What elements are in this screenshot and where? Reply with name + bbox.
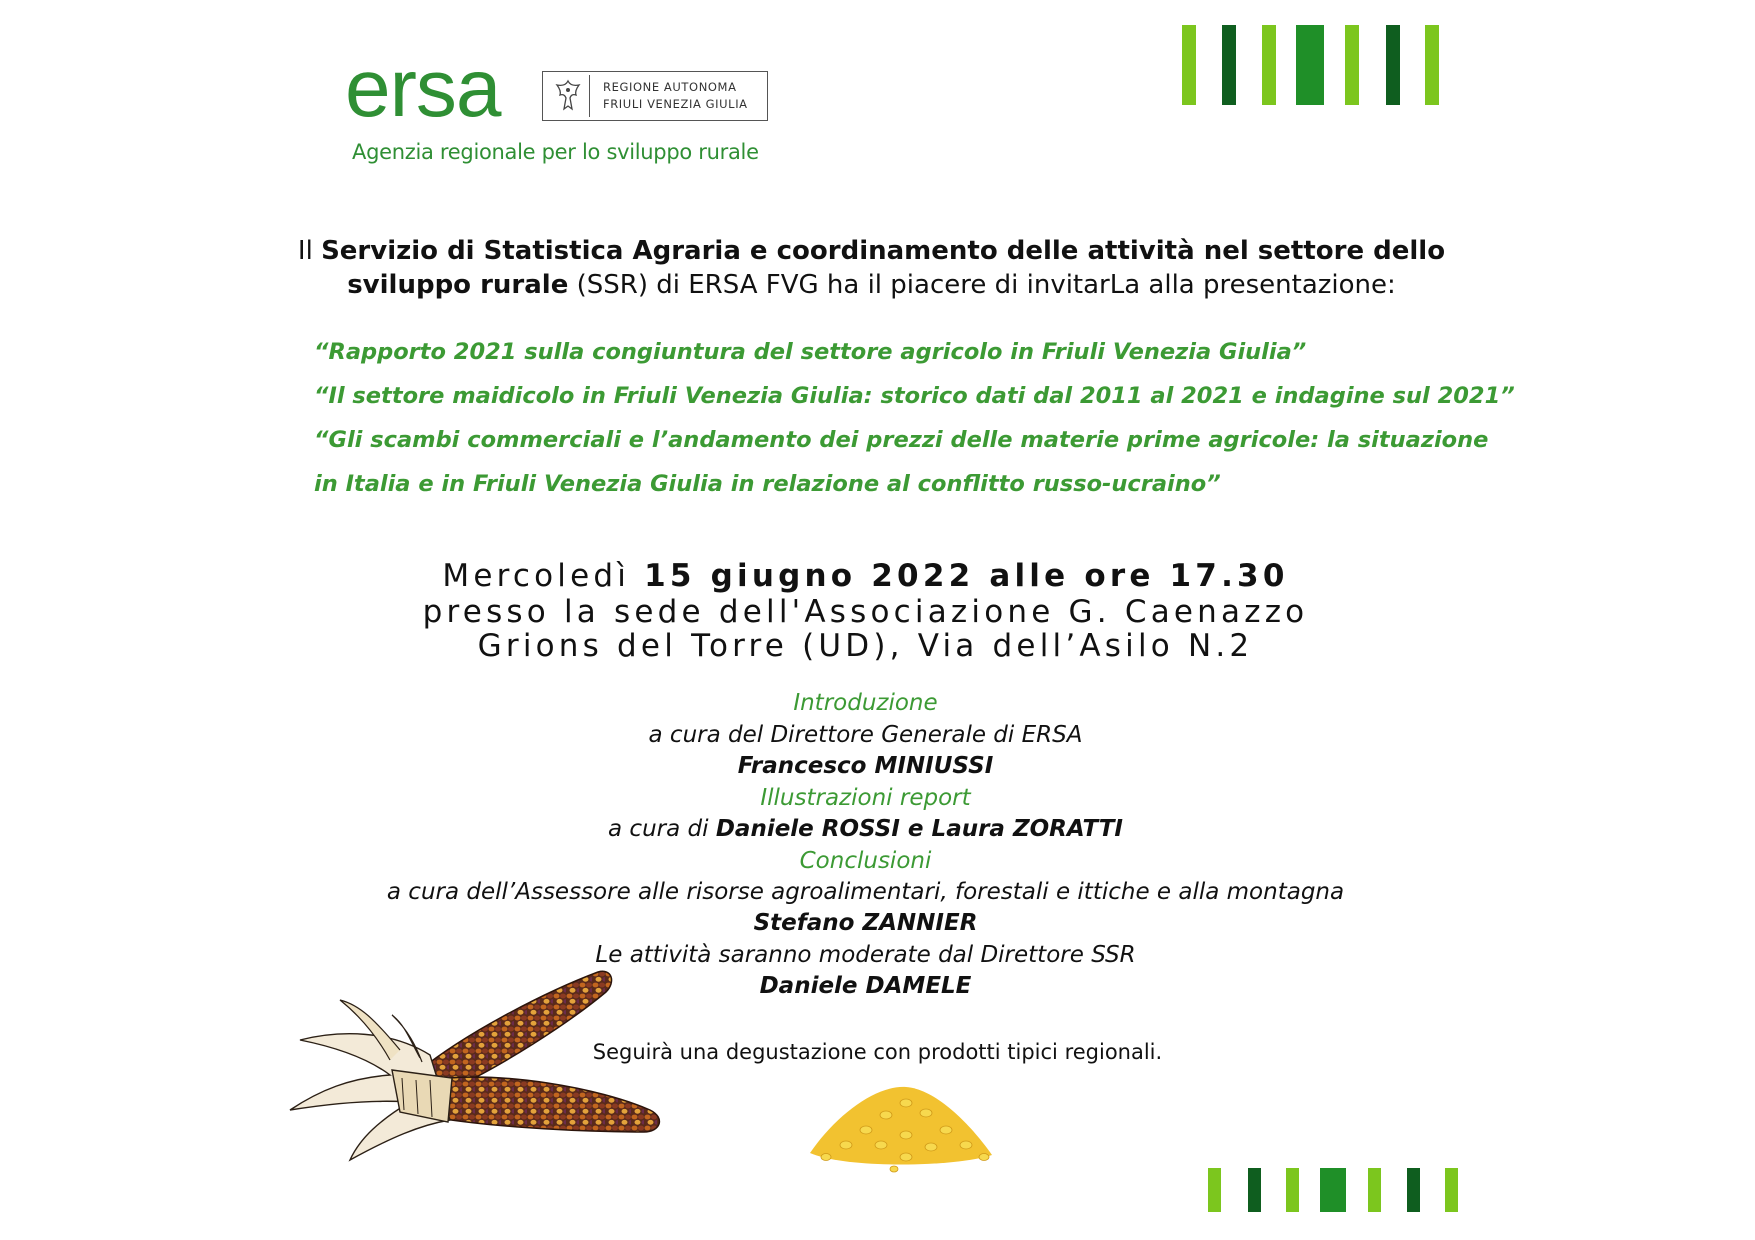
corn-cobs-illustration	[280, 960, 670, 1174]
event-date-line	[0, 558, 1743, 594]
program-speaker-names: Daniele ROSSI e Laura ZORATTI	[715, 816, 1123, 842]
program-conclusioni-heading: Conclusioni	[799, 848, 932, 874]
program-illustrazioni-heading: Illustrazioni report	[760, 785, 971, 811]
intro-prefix: Il	[297, 236, 322, 266]
presentation-title-3-line-2: in Italia e in Friuli Venezia Giulia in relazione al conflitto russo-ucraino”	[314, 471, 1221, 497]
service-name-part-2: sviluppo rurale	[347, 270, 569, 300]
program-moderazione-text: Le attività saranno moderate dal Direttore SSR	[595, 942, 1136, 968]
event-date-time: 15 giugno 2022 alle ore 17.30	[644, 558, 1289, 594]
eagle-emblem-icon	[547, 75, 590, 117]
ersa-logo-wordmark: ersa	[345, 43, 501, 134]
service-name-part-1: Servizio di Statistica Agraria e coordinamento delle attività nel settore dello	[321, 236, 1446, 266]
intro-line-2	[0, 270, 1749, 300]
event-venue-line-2: Grions del Torre (UD), Via dell’Asilo N.2	[477, 628, 1254, 664]
agency-subtitle: Agenzia regionale per lo sviluppo rurale	[352, 140, 759, 164]
program-direttore-name: Francesco MINIUSSI	[737, 753, 994, 779]
presentation-title-2: “Il settore maidicolo in Friuli Venezia Giulia: storico dati dal 2011 al 2021 e indagine sul 2021”	[314, 383, 1515, 409]
closing-note: Seguirà una degustazione con prodotti tipici regionali.	[592, 1040, 1163, 1064]
region-name-line-2: FRIULI VENEZIA GIULIA	[603, 97, 748, 111]
region-name-line-1: REGIONE AUTONOMA	[603, 80, 737, 94]
corn-grains-illustration	[806, 1075, 996, 1179]
program-introduzione-heading: Introduzione	[793, 690, 938, 716]
program-direttore-text: a cura del Direttore Generale di ERSA	[648, 722, 1083, 748]
presentation-title-3-line-1: “Gli scambi commerciali e l’andamento dei prezzi delle materie prime agricole: la situazione	[314, 427, 1489, 453]
program-cura-prefix: a cura di	[608, 816, 716, 842]
intro-invitation-text: (SSR) di ERSA FVG ha il piacere di invitarLa alla presentazione:	[568, 270, 1396, 300]
program-moderatore-name: Daniele DAMELE	[759, 973, 972, 999]
presentation-title-1: “Rapporto 2021 sulla congiuntura del settore agricolo in Friuli Venezia Giulia”	[314, 339, 1307, 365]
event-venue-line-1: presso la sede dell'Associazione G. Caenazzo	[422, 594, 1309, 630]
program-illustrazioni-speakers	[0, 816, 1743, 842]
program-assessore-text: a cura dell’Assessore alle risorse agroalimentari, forestali e ittiche e alla montagna	[386, 879, 1345, 905]
event-day: Mercoledì	[442, 558, 645, 594]
program-assessore-name: Stefano ZANNIER	[753, 910, 978, 936]
intro-line-1	[0, 236, 1749, 266]
region-logo-box	[542, 71, 768, 121]
